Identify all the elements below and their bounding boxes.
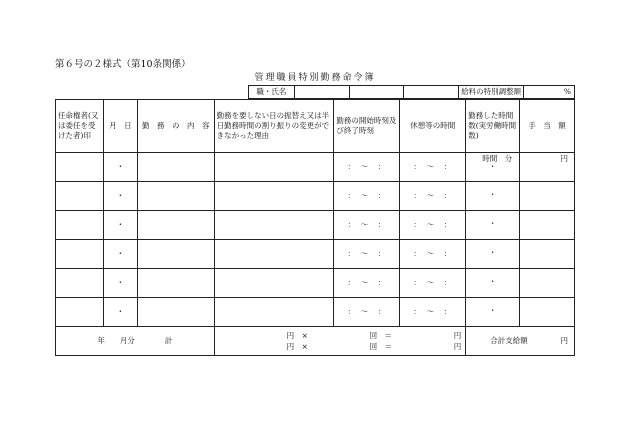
break-range: ： ～ ： bbox=[413, 307, 453, 316]
header-start-end: 勤務の開始時刻及び終了時刻 bbox=[334, 100, 400, 153]
day-separator: ・ bbox=[116, 307, 125, 316]
break-cell[interactable] bbox=[400, 153, 466, 182]
time-range: ： ～ ： bbox=[347, 307, 387, 316]
hours-cell[interactable] bbox=[466, 240, 520, 269]
month-day-cell[interactable] bbox=[103, 211, 137, 240]
name-label: 職・氏名 bbox=[249, 86, 295, 99]
adjustment-percent[interactable]: % bbox=[524, 86, 575, 99]
name-field[interactable] bbox=[294, 86, 349, 99]
allowance-cell[interactable] bbox=[520, 182, 575, 211]
start-end-cell[interactable] bbox=[334, 298, 400, 327]
allowance-cell[interactable] bbox=[520, 269, 575, 298]
month-day-cell[interactable] bbox=[103, 298, 137, 327]
month-day-cell[interactable] bbox=[103, 269, 137, 298]
orderer-seal-cell[interactable] bbox=[56, 298, 104, 327]
name-field-2[interactable] bbox=[349, 86, 404, 99]
calc-1-rate: 円 × bbox=[286, 331, 308, 340]
header-break: 休憩等の時間 bbox=[400, 100, 466, 153]
time-range: ： ～ ： bbox=[347, 249, 387, 258]
name-field-3[interactable] bbox=[404, 86, 459, 99]
start-end-cell[interactable] bbox=[334, 211, 400, 240]
hours-cell[interactable] bbox=[466, 153, 520, 182]
reason-cell[interactable] bbox=[214, 182, 334, 211]
hours-separator: ・ bbox=[488, 248, 497, 257]
hours-separator: ・ bbox=[488, 219, 497, 228]
allowance-cell[interactable] bbox=[520, 211, 575, 240]
calc-2-times: 回 ＝ bbox=[369, 342, 393, 351]
calc-1-times: 回 ＝ bbox=[369, 331, 393, 340]
table-row bbox=[56, 211, 575, 240]
header-work-content: 勤 務 の 内 容 bbox=[137, 100, 214, 153]
yen-unit: 円 bbox=[560, 154, 568, 163]
work-content-cell[interactable] bbox=[137, 298, 214, 327]
time-range: ： ～ ： bbox=[347, 191, 387, 200]
work-content-cell[interactable] bbox=[137, 269, 214, 298]
orderer-seal-cell[interactable] bbox=[56, 240, 104, 269]
work-content-cell[interactable] bbox=[137, 153, 214, 182]
adjustment-label: 給料の特別調整額 bbox=[459, 86, 524, 99]
hours-cell[interactable] bbox=[466, 211, 520, 240]
break-cell[interactable] bbox=[400, 211, 466, 240]
hours-cell[interactable] bbox=[466, 182, 520, 211]
time-range: ： ～ ： bbox=[347, 162, 387, 171]
totals-calculation bbox=[214, 327, 466, 356]
order-table bbox=[55, 99, 575, 356]
work-content-cell[interactable] bbox=[137, 240, 214, 269]
calc-2-amount: 円 bbox=[453, 342, 462, 351]
table-row bbox=[56, 298, 575, 327]
form-number: 第６号の２様式（第10条関係） bbox=[55, 59, 191, 70]
reason-cell[interactable] bbox=[214, 269, 334, 298]
break-cell[interactable] bbox=[400, 269, 466, 298]
start-end-cell[interactable] bbox=[334, 269, 400, 298]
day-separator: ・ bbox=[116, 191, 125, 200]
header-row bbox=[56, 100, 575, 153]
reason-cell[interactable] bbox=[214, 153, 334, 182]
calc-line-2[interactable] bbox=[215, 341, 466, 352]
time-range: ： ～ ： bbox=[347, 278, 387, 287]
allowance-cell[interactable] bbox=[520, 298, 575, 327]
time-range: ： ～ ： bbox=[347, 220, 387, 229]
hours-separator: ・ bbox=[488, 162, 497, 171]
name-row bbox=[248, 85, 575, 99]
orderer-seal-cell[interactable] bbox=[56, 211, 104, 240]
day-separator: ・ bbox=[116, 278, 125, 287]
total-payment-yen: 円 bbox=[560, 336, 568, 345]
break-range: ： ～ ： bbox=[413, 191, 453, 200]
break-range: ： ～ ： bbox=[413, 278, 453, 287]
month-day-cell[interactable] bbox=[103, 182, 137, 211]
day-separator: ・ bbox=[116, 220, 125, 229]
table-row bbox=[56, 240, 575, 269]
calc-line-1[interactable] bbox=[215, 330, 466, 341]
allowance-cell[interactable] bbox=[520, 240, 575, 269]
hours-separator: ・ bbox=[488, 190, 497, 199]
hours-cell[interactable] bbox=[466, 298, 520, 327]
total-payment[interactable] bbox=[466, 327, 575, 356]
allowance-cell[interactable] bbox=[520, 153, 575, 182]
start-end-cell[interactable] bbox=[334, 182, 400, 211]
start-end-cell[interactable] bbox=[334, 153, 400, 182]
header-reason: 勤務を要しない日の振替え又は半日勤務時間の割り振りの変更ができなかった理由 bbox=[214, 100, 334, 153]
hours-cell[interactable] bbox=[466, 269, 520, 298]
month-day-cell[interactable] bbox=[103, 240, 137, 269]
totals-row bbox=[56, 327, 575, 356]
break-cell[interactable] bbox=[400, 240, 466, 269]
break-range: ： ～ ： bbox=[413, 162, 453, 171]
reason-cell[interactable] bbox=[214, 240, 334, 269]
table-row bbox=[56, 269, 575, 298]
total-payment-label: 合計支給額 bbox=[490, 336, 528, 345]
orderer-seal-cell[interactable] bbox=[56, 269, 104, 298]
document-title: 管理職員特別勤務命令簿 bbox=[254, 73, 376, 83]
day-separator: ・ bbox=[116, 162, 125, 171]
reason-cell[interactable] bbox=[214, 211, 334, 240]
orderer-seal-cell[interactable] bbox=[56, 182, 104, 211]
table-row bbox=[56, 182, 575, 211]
break-cell[interactable] bbox=[400, 298, 466, 327]
work-content-cell[interactable] bbox=[137, 182, 214, 211]
table-row bbox=[56, 153, 575, 182]
break-cell[interactable] bbox=[400, 182, 466, 211]
work-content-cell[interactable] bbox=[137, 211, 214, 240]
hours-separator: ・ bbox=[488, 306, 497, 315]
header-month-day: 月 日 bbox=[103, 100, 137, 153]
reason-cell[interactable] bbox=[214, 298, 334, 327]
header-allowance: 手 当 額 bbox=[520, 100, 575, 153]
header-orderer: 任命権者(又は委任を受けた者)印 bbox=[56, 100, 104, 153]
header-hours: 勤務した時間数(実労働時間数) bbox=[466, 100, 520, 153]
day-separator: ・ bbox=[116, 249, 125, 258]
break-range: ： ～ ： bbox=[413, 249, 453, 258]
hours-unit: 時間 分 bbox=[482, 154, 513, 163]
orderer-seal-cell[interactable] bbox=[56, 153, 104, 182]
totals-label: 年 月分 計 bbox=[56, 327, 215, 356]
break-range: ： ～ ： bbox=[413, 220, 453, 229]
start-end-cell[interactable] bbox=[334, 240, 400, 269]
hours-separator: ・ bbox=[488, 277, 497, 286]
calc-1-amount: 円 bbox=[453, 331, 462, 340]
month-day-cell[interactable] bbox=[103, 153, 137, 182]
calc-2-rate: 円 × bbox=[286, 342, 308, 351]
